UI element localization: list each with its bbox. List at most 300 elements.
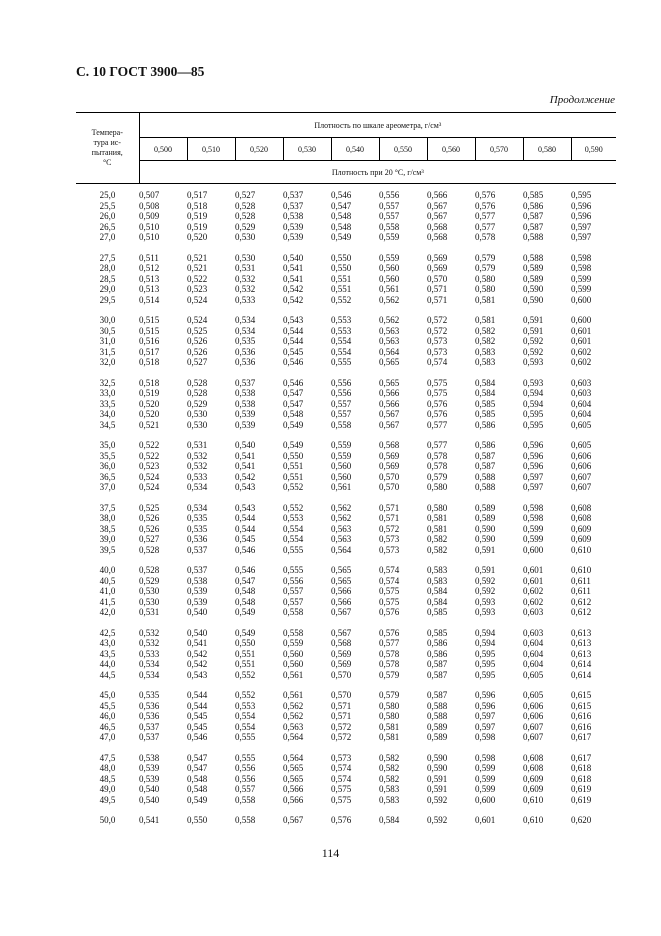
density-cell: 0,519 bbox=[139, 388, 160, 398]
temperature-cell: 38,0 bbox=[99, 513, 116, 523]
temperature-cell: 31,5 bbox=[99, 346, 116, 357]
density-cell: 0,536 bbox=[235, 357, 256, 367]
density-cell: 0,560 bbox=[379, 263, 400, 273]
density-cell: 0,570 bbox=[379, 482, 400, 492]
density-cell: 0,582 bbox=[475, 336, 496, 346]
density-cell: 0,557 bbox=[379, 211, 400, 221]
column-header: 0,590 bbox=[571, 138, 616, 161]
density-cell: 0,515 bbox=[139, 325, 160, 336]
density-cell: 0,596 bbox=[523, 461, 544, 471]
density-cell: 0,533 bbox=[187, 471, 208, 482]
density-cell: 0,617 bbox=[571, 732, 592, 742]
temperature-cell: 46,0 bbox=[99, 711, 116, 721]
density-cell: 0,591 bbox=[523, 325, 544, 336]
density-cell: 0,526 bbox=[139, 513, 160, 523]
density-cell: 0,513 bbox=[139, 284, 160, 294]
density-cell: 0,538 bbox=[187, 575, 208, 586]
group-spacer bbox=[76, 743, 616, 753]
density-cell: 0,610 bbox=[571, 565, 592, 575]
density-cell: 0,552 bbox=[235, 690, 256, 700]
density-cell: 0,595 bbox=[475, 648, 496, 659]
density-cell: 0,562 bbox=[283, 711, 304, 721]
table-row bbox=[76, 472, 616, 483]
density-cell: 0,510 bbox=[139, 221, 160, 232]
density-cell: 0,534 bbox=[187, 502, 208, 513]
density-cell: 0,546 bbox=[187, 732, 208, 742]
density-cell: 0,587 bbox=[475, 461, 496, 471]
density-cell: 0,599 bbox=[475, 763, 496, 773]
density-cell: 0,557 bbox=[283, 596, 304, 607]
density-cell: 0,605 bbox=[571, 440, 592, 450]
density-cell: 0,600 bbox=[571, 294, 592, 305]
density-cell: 0,599 bbox=[571, 273, 592, 284]
density-cell: 0,611 bbox=[571, 575, 591, 586]
density-cell: 0,550 bbox=[235, 638, 256, 648]
density-cell: 0,553 bbox=[331, 315, 352, 325]
density-cell: 0,575 bbox=[331, 794, 352, 805]
density-cell: 0,593 bbox=[475, 607, 496, 617]
table-row bbox=[76, 211, 616, 222]
density-cell: 0,565 bbox=[283, 773, 304, 784]
density-cell: 0,588 bbox=[475, 482, 496, 492]
density-cell: 0,591 bbox=[523, 315, 544, 325]
density-cell: 0,616 bbox=[571, 721, 592, 732]
density-cell: 0,589 bbox=[523, 263, 544, 273]
density-cell: 0,566 bbox=[379, 388, 400, 398]
density-cell: 0,583 bbox=[475, 346, 496, 357]
density-cell: 0,615 bbox=[571, 690, 592, 700]
table-row bbox=[76, 253, 616, 264]
density-cell: 0,560 bbox=[379, 273, 400, 284]
density-cell: 0,581 bbox=[475, 294, 496, 305]
density-cell: 0,606 bbox=[571, 450, 592, 461]
density-cell: 0,603 bbox=[523, 627, 544, 638]
temperature-cell: 48,0 bbox=[99, 763, 116, 773]
page-number: 114 bbox=[321, 846, 340, 860]
density-cell: 0,544 bbox=[235, 523, 256, 534]
table-row bbox=[76, 753, 616, 764]
density-cell: 0,528 bbox=[187, 388, 208, 398]
density-cell: 0,567 bbox=[427, 211, 448, 221]
density-cell: 0,578 bbox=[427, 461, 448, 471]
density-cell: 0,546 bbox=[283, 377, 304, 388]
density-cell: 0,512 bbox=[139, 263, 160, 273]
density-cell: 0,571 bbox=[427, 294, 448, 305]
density-cell: 0,568 bbox=[427, 221, 448, 232]
density-cell: 0,619 bbox=[571, 794, 592, 805]
density-cell: 0,576 bbox=[475, 190, 496, 200]
temperature-cell: 32,0 bbox=[99, 357, 116, 367]
density-cell: 0,617 bbox=[571, 752, 592, 763]
density-cell: 0,578 bbox=[379, 648, 400, 659]
density-cell: 0,585 bbox=[427, 607, 448, 617]
group-spacer bbox=[76, 493, 616, 503]
density-cell: 0,573 bbox=[331, 752, 352, 763]
density-cell: 0,581 bbox=[427, 513, 448, 523]
density-cell: 0,600 bbox=[475, 794, 496, 805]
density-cell: 0,566 bbox=[331, 586, 352, 596]
density-cell: 0,579 bbox=[379, 669, 400, 680]
density-cell: 0,553 bbox=[283, 513, 304, 523]
table-row bbox=[76, 263, 616, 274]
density-cell: 0,590 bbox=[475, 534, 496, 544]
density-cell: 0,598 bbox=[475, 732, 496, 742]
density-cell: 0,546 bbox=[235, 565, 256, 575]
density-cell: 0,520 bbox=[187, 232, 208, 242]
density-cell: 0,530 bbox=[139, 596, 160, 607]
density-cell: 0,572 bbox=[427, 315, 448, 325]
density-cell: 0,528 bbox=[235, 200, 256, 211]
temperature-cell: 37,5 bbox=[99, 502, 116, 513]
density-cell: 0,576 bbox=[475, 200, 496, 211]
density-cell: 0,584 bbox=[475, 388, 496, 398]
temperature-cell: 28,0 bbox=[99, 263, 116, 273]
density-cell: 0,549 bbox=[283, 440, 304, 450]
density-cell: 0,602 bbox=[523, 586, 544, 596]
density-cell: 0,567 bbox=[331, 627, 352, 638]
density-cell: 0,596 bbox=[571, 200, 592, 211]
density-cell: 0,551 bbox=[331, 273, 352, 284]
column-header: 0,540 bbox=[331, 138, 379, 161]
density-cell: 0,554 bbox=[283, 523, 304, 534]
density-cell: 0,597 bbox=[475, 711, 496, 721]
temperature-cell: 38,5 bbox=[99, 523, 116, 534]
density-cell: 0,533 bbox=[235, 294, 256, 305]
density-cell: 0,563 bbox=[379, 336, 400, 346]
density-cell: 0,552 bbox=[283, 482, 304, 492]
temperature-cell: 36,0 bbox=[99, 461, 116, 471]
density-cell: 0,522 bbox=[187, 273, 208, 284]
density-cell: 0,564 bbox=[283, 752, 304, 763]
density-cell: 0,547 bbox=[283, 398, 304, 409]
density-cell: 0,513 bbox=[139, 273, 160, 284]
temperature-cell: 26,0 bbox=[99, 211, 116, 221]
density-cell: 0,562 bbox=[283, 700, 304, 711]
density-cell: 0,551 bbox=[283, 471, 304, 482]
density-cell: 0,539 bbox=[283, 232, 304, 242]
density-cell: 0,582 bbox=[427, 544, 448, 555]
table-row bbox=[76, 607, 616, 618]
density-cell: 0,529 bbox=[187, 398, 208, 409]
density-cell: 0,558 bbox=[235, 794, 256, 805]
density-cell: 0,597 bbox=[523, 471, 544, 482]
density-cell: 0,577 bbox=[379, 638, 400, 648]
density-cell: 0,595 bbox=[523, 409, 544, 419]
temperature-cell: 40,5 bbox=[99, 575, 116, 586]
density-cell: 0,558 bbox=[235, 815, 256, 825]
density-cell: 0,534 bbox=[139, 669, 160, 680]
density-cell: 0,584 bbox=[379, 815, 400, 825]
table-row bbox=[76, 815, 616, 826]
density-cell: 0,577 bbox=[427, 440, 448, 450]
density-cell: 0,571 bbox=[331, 711, 352, 721]
density-cell: 0,611 bbox=[571, 586, 591, 596]
density-cell: 0,539 bbox=[139, 763, 160, 773]
density-cell: 0,537 bbox=[235, 377, 256, 388]
temperature-cell: 37,0 bbox=[99, 482, 116, 492]
density-cell: 0,519 bbox=[187, 211, 208, 221]
density-cell: 0,523 bbox=[187, 284, 208, 294]
density-cell: 0,534 bbox=[139, 659, 160, 669]
table-row bbox=[76, 461, 616, 472]
density-cell: 0,589 bbox=[427, 721, 448, 732]
density-cell: 0,599 bbox=[523, 523, 544, 534]
density-cell: 0,578 bbox=[475, 232, 496, 242]
table-row bbox=[76, 784, 616, 795]
temperature-cell: 29,0 bbox=[99, 284, 116, 294]
table-row bbox=[76, 628, 616, 639]
density-cell: 0,564 bbox=[331, 544, 352, 555]
temperature-cell: 30,5 bbox=[99, 325, 116, 336]
density-cell: 0,541 bbox=[235, 450, 256, 461]
density-cell: 0,612 bbox=[571, 596, 592, 607]
table-row bbox=[76, 597, 616, 608]
density-at-20-header: Плотность при 20 °С, г/см³ bbox=[139, 161, 616, 184]
density-cell: 0,606 bbox=[523, 711, 544, 721]
temperature-cell: 27,0 bbox=[99, 232, 116, 242]
density-cell: 0,572 bbox=[427, 325, 448, 336]
temperature-cell: 44,0 bbox=[99, 659, 116, 669]
density-cell: 0,532 bbox=[139, 638, 160, 648]
density-cell: 0,568 bbox=[379, 440, 400, 450]
table-row bbox=[76, 326, 616, 337]
column-headers-row bbox=[76, 138, 616, 161]
density-cell: 0,525 bbox=[139, 502, 160, 513]
density-cell: 0,577 bbox=[475, 211, 496, 221]
temperature-cell: 28,5 bbox=[99, 273, 116, 284]
density-cell: 0,541 bbox=[283, 263, 304, 273]
density-cell: 0,548 bbox=[331, 221, 352, 232]
density-cell: 0,610 bbox=[523, 794, 544, 805]
density-cell: 0,537 bbox=[139, 732, 160, 742]
group-spacer bbox=[76, 430, 616, 440]
density-cell: 0,559 bbox=[331, 440, 352, 450]
table-row bbox=[76, 336, 616, 347]
density-cell: 0,567 bbox=[331, 607, 352, 617]
density-cell: 0,585 bbox=[523, 190, 544, 200]
density-cell: 0,508 bbox=[139, 200, 160, 211]
density-cell: 0,581 bbox=[475, 315, 496, 325]
density-cell: 0,560 bbox=[283, 648, 304, 659]
table-row bbox=[76, 420, 616, 431]
density-cell: 0,599 bbox=[571, 284, 592, 294]
density-cell: 0,588 bbox=[475, 471, 496, 482]
density-cell: 0,538 bbox=[283, 211, 304, 221]
temperature-cell: 40,0 bbox=[99, 565, 116, 575]
density-cell: 0,601 bbox=[475, 815, 496, 825]
density-cell: 0,608 bbox=[523, 763, 544, 773]
density-cell: 0,538 bbox=[235, 388, 256, 398]
density-cell: 0,524 bbox=[187, 315, 208, 325]
density-cell: 0,556 bbox=[283, 575, 304, 586]
density-cell: 0,607 bbox=[523, 732, 544, 742]
density-cell: 0,592 bbox=[523, 346, 544, 357]
density-cell: 0,510 bbox=[139, 232, 160, 242]
density-cell: 0,532 bbox=[235, 273, 256, 284]
density-cell: 0,601 bbox=[571, 325, 592, 336]
temperature-column-header: Темпера- тура ис- пытания, °С bbox=[76, 113, 139, 184]
density-cell: 0,582 bbox=[475, 325, 496, 336]
density-cell: 0,609 bbox=[571, 534, 592, 544]
density-cell: 0,587 bbox=[427, 690, 448, 700]
density-cell: 0,562 bbox=[331, 513, 352, 523]
density-cell: 0,558 bbox=[283, 627, 304, 638]
density-cell: 0,604 bbox=[523, 659, 544, 669]
density-cell: 0,548 bbox=[235, 586, 256, 596]
density-cell: 0,595 bbox=[571, 190, 592, 200]
density-cell: 0,565 bbox=[379, 377, 400, 388]
temperature-cell: 30,0 bbox=[99, 315, 116, 325]
density-cell: 0,593 bbox=[475, 596, 496, 607]
group-spacer bbox=[76, 243, 616, 253]
density-cell: 0,578 bbox=[427, 450, 448, 461]
density-cell: 0,526 bbox=[187, 336, 208, 346]
density-cell: 0,572 bbox=[331, 721, 352, 732]
group-spacer bbox=[76, 805, 616, 815]
density-cell: 0,560 bbox=[283, 659, 304, 669]
density-cell: 0,555 bbox=[283, 565, 304, 575]
density-cell: 0,535 bbox=[235, 336, 256, 346]
density-cell: 0,549 bbox=[331, 232, 352, 242]
density-cell: 0,596 bbox=[523, 440, 544, 450]
temperature-cell: 42,0 bbox=[99, 607, 116, 617]
density-cell: 0,557 bbox=[331, 398, 352, 409]
density-cell: 0,556 bbox=[331, 377, 352, 388]
table-head bbox=[76, 113, 616, 184]
density-cell: 0,604 bbox=[523, 638, 544, 648]
table-row bbox=[76, 690, 616, 701]
table-body bbox=[76, 184, 616, 826]
density-cell: 0,511 bbox=[139, 252, 159, 263]
density-cell: 0,569 bbox=[379, 461, 400, 471]
density-cell: 0,545 bbox=[187, 721, 208, 732]
table-row bbox=[76, 284, 616, 295]
density-cell: 0,586 bbox=[427, 638, 448, 648]
density-cell: 0,590 bbox=[475, 523, 496, 534]
table-row bbox=[76, 503, 616, 514]
density-cell: 0,554 bbox=[283, 534, 304, 544]
density-cell: 0,577 bbox=[475, 221, 496, 232]
density-cell: 0,588 bbox=[427, 711, 448, 721]
density-cell: 0,539 bbox=[139, 773, 160, 784]
density-cell: 0,507 bbox=[139, 190, 160, 200]
density-cell: 0,520 bbox=[139, 409, 160, 419]
density-cell: 0,565 bbox=[379, 357, 400, 367]
density-cell: 0,544 bbox=[187, 690, 208, 700]
density-cell: 0,561 bbox=[379, 284, 400, 294]
density-cell: 0,542 bbox=[187, 648, 208, 659]
density-cell: 0,583 bbox=[427, 565, 448, 575]
density-cell: 0,581 bbox=[379, 721, 400, 732]
density-cell: 0,559 bbox=[379, 232, 400, 242]
density-cell: 0,592 bbox=[475, 575, 496, 586]
density-cell: 0,592 bbox=[427, 794, 448, 805]
density-cell: 0,554 bbox=[331, 336, 352, 346]
density-cell: 0,536 bbox=[235, 346, 256, 357]
density-cell: 0,549 bbox=[283, 419, 304, 430]
temperature-cell: 44,5 bbox=[99, 669, 116, 680]
density-cell: 0,573 bbox=[379, 534, 400, 544]
density-cell: 0,539 bbox=[187, 586, 208, 596]
density-cell: 0,540 bbox=[235, 440, 256, 450]
temperature-cell: 26,5 bbox=[99, 221, 116, 232]
density-cell: 0,522 bbox=[139, 440, 160, 450]
density-cell: 0,598 bbox=[571, 252, 592, 263]
density-cell: 0,544 bbox=[283, 336, 304, 346]
density-cell: 0,563 bbox=[283, 721, 304, 732]
density-cell: 0,620 bbox=[571, 815, 592, 825]
table-row bbox=[76, 357, 616, 368]
table-row bbox=[76, 722, 616, 733]
density-cell: 0,540 bbox=[139, 784, 160, 794]
density-cell: 0,576 bbox=[331, 815, 352, 825]
page-header: С. 10 ГОСТ 3900—85 bbox=[76, 64, 205, 79]
density-cell: 0,601 bbox=[523, 575, 544, 586]
density-cell: 0,583 bbox=[379, 784, 400, 794]
density-cell: 0,609 bbox=[523, 784, 544, 794]
density-cell: 0,556 bbox=[379, 190, 400, 200]
table-row bbox=[76, 274, 616, 285]
density-cell: 0,593 bbox=[523, 357, 544, 367]
density-cell: 0,616 bbox=[571, 711, 592, 721]
temperature-cell: 45,0 bbox=[99, 690, 116, 700]
density-cell: 0,582 bbox=[379, 763, 400, 773]
density-cell: 0,567 bbox=[379, 409, 400, 419]
density-cell: 0,524 bbox=[139, 471, 160, 482]
density-cell: 0,580 bbox=[427, 482, 448, 492]
density-cell: 0,571 bbox=[331, 700, 352, 711]
density-cell: 0,546 bbox=[283, 357, 304, 367]
group-spacer bbox=[76, 555, 616, 565]
density-cell: 0,594 bbox=[523, 388, 544, 398]
density-cell: 0,557 bbox=[379, 200, 400, 211]
density-cell: 0,601 bbox=[571, 336, 592, 346]
table-row bbox=[76, 315, 616, 326]
group-spacer bbox=[76, 305, 616, 315]
density-cell: 0,553 bbox=[331, 325, 352, 336]
density-cell: 0,545 bbox=[283, 346, 304, 357]
density-cell: 0,551 bbox=[235, 659, 256, 669]
density-cell: 0,532 bbox=[187, 461, 208, 471]
table-row bbox=[76, 388, 616, 399]
temperature-cell: 46,5 bbox=[99, 721, 116, 732]
density-cell: 0,567 bbox=[379, 419, 400, 430]
density-cell: 0,548 bbox=[331, 211, 352, 221]
density-cell: 0,598 bbox=[571, 263, 592, 273]
density-cell: 0,595 bbox=[475, 659, 496, 669]
density-cell: 0,602 bbox=[571, 357, 592, 367]
density-cell: 0,594 bbox=[475, 627, 496, 638]
density-cell: 0,547 bbox=[187, 763, 208, 773]
density-cell: 0,600 bbox=[523, 544, 544, 555]
column-header: 0,500 bbox=[139, 138, 187, 161]
table-row bbox=[76, 534, 616, 545]
table-row bbox=[76, 409, 616, 420]
density-cell: 0,615 bbox=[571, 700, 592, 711]
density-cell: 0,572 bbox=[379, 523, 400, 534]
table-row bbox=[76, 795, 616, 806]
temperature-cell: 34,0 bbox=[99, 409, 116, 419]
table-row bbox=[76, 451, 616, 462]
density-cell: 0,574 bbox=[331, 773, 352, 784]
density-cell: 0,540 bbox=[283, 252, 304, 263]
density-cell: 0,541 bbox=[283, 273, 304, 284]
temperature-cell: 29,5 bbox=[99, 294, 116, 305]
density-cell: 0,538 bbox=[139, 752, 160, 763]
table-row bbox=[76, 232, 616, 243]
density-cell: 0,581 bbox=[379, 732, 400, 742]
density-cell: 0,584 bbox=[427, 596, 448, 607]
